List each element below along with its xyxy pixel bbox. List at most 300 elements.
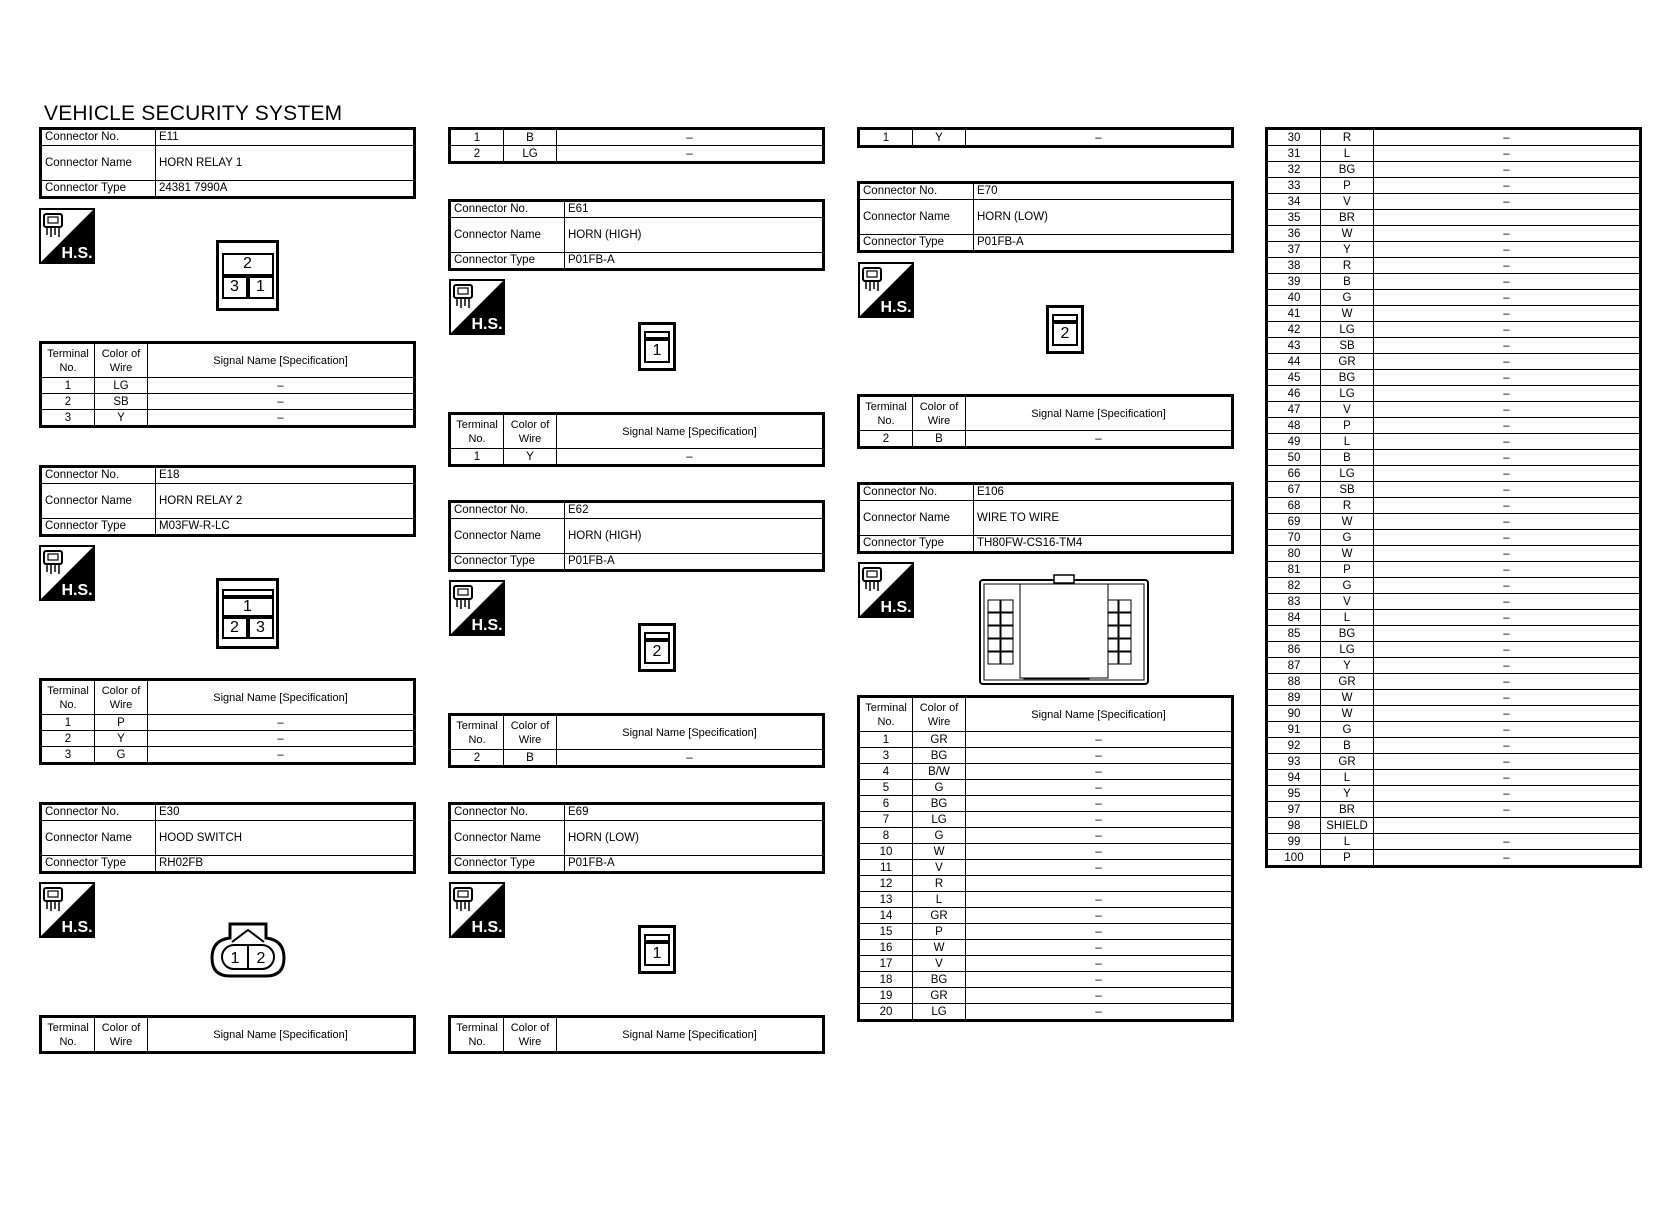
terminal-no: 93 (1267, 754, 1321, 770)
signal-name: – (1374, 450, 1641, 466)
wire-color: G (1321, 530, 1374, 546)
wire-color: Y (95, 731, 148, 747)
terminal-no: 3 (41, 747, 95, 764)
terminal-no: 84 (1267, 610, 1321, 626)
connector-e30-terminals-header (39, 1015, 416, 1054)
connector-e62-face (638, 623, 676, 672)
signal-name: – (1374, 642, 1641, 658)
signal-name: – (1374, 242, 1641, 258)
connector-type-value: P01FB-A (974, 235, 1233, 252)
terminal-table (857, 127, 1234, 148)
wire-color: L (1321, 146, 1374, 162)
terminal-no: 94 (1267, 770, 1321, 786)
connector-no-label: Connector No. (450, 502, 565, 519)
connector-type-value: P01FB-A (565, 253, 824, 270)
wire-color: G (913, 780, 966, 796)
signal-name: – (1374, 146, 1641, 162)
connector-no-label: Connector No. (859, 183, 974, 200)
terminal-no: 69 (1267, 514, 1321, 530)
wire-color: R (913, 876, 966, 892)
terminal-no: 1 (450, 129, 504, 146)
signal-name: – (1374, 226, 1641, 242)
connector-name-value: HORN (LOW) (974, 200, 1233, 235)
terminal-row (1267, 770, 1641, 786)
signal-name: – (1374, 482, 1641, 498)
connector-e61-face (638, 322, 676, 371)
terminal-no: 30 (1267, 129, 1321, 146)
connector-name-label: Connector Name (41, 821, 156, 856)
wire-color: LG (1321, 322, 1374, 338)
connector-name-label: Connector Name (450, 519, 565, 554)
signal-name-header: Signal Name [Specification] (966, 697, 1233, 732)
connector-name-label: Connector Name (450, 821, 565, 856)
pin-cell: 3 (222, 276, 248, 299)
connector-no-label: Connector No. (859, 484, 974, 501)
terminal-table (1265, 127, 1642, 868)
connector-name-value: HORN (HIGH) (565, 218, 824, 253)
connector-type-label: Connector Type (859, 536, 974, 553)
terminal-row (1267, 818, 1641, 834)
hs-label: H.S. (471, 919, 503, 936)
wire-color: LG (1321, 386, 1374, 402)
connector-type-label: Connector Type (450, 253, 565, 270)
terminal-no-header: Terminal No. (859, 697, 913, 732)
wire-color: P (95, 715, 148, 731)
connector-info-table (448, 199, 825, 271)
terminal-no: 2 (450, 750, 504, 767)
terminal-no: 68 (1267, 498, 1321, 514)
terminal-no: 36 (1267, 226, 1321, 242)
connector-e106-face (978, 574, 1150, 686)
signal-name: – (148, 715, 415, 731)
terminal-no: 45 (1267, 370, 1321, 386)
signal-name: – (966, 129, 1233, 147)
pin-label: 1 (230, 950, 240, 967)
terminal-no: 97 (1267, 802, 1321, 818)
signal-name: – (966, 1004, 1233, 1021)
wire-color: GR (913, 908, 966, 924)
terminal-row (1267, 850, 1641, 867)
wire-color: P (1321, 178, 1374, 194)
signal-name: – (1374, 178, 1641, 194)
harness-side-icon (39, 882, 95, 938)
hs-label: H.S. (880, 599, 912, 616)
connector-e70-info (857, 181, 1234, 253)
terminal-no: 13 (859, 892, 913, 908)
terminal-no: 1 (859, 129, 913, 147)
signal-name: – (966, 860, 1233, 876)
signal-name: – (966, 748, 1233, 764)
terminal-no: 11 (859, 860, 913, 876)
signal-name-header: Signal Name [Specification] (557, 715, 824, 750)
terminal-no: 81 (1267, 562, 1321, 578)
page-title: VEHICLE SECURITY SYSTEM (44, 102, 343, 125)
terminal-row (1267, 290, 1641, 306)
wire-color: LG (95, 378, 148, 394)
terminal-row (859, 988, 1233, 1004)
wire-color: W (1321, 690, 1374, 706)
wire-color: B (504, 129, 557, 146)
terminal-no: 90 (1267, 706, 1321, 722)
wire-color: B (1321, 738, 1374, 754)
signal-name-header: Signal Name [Specification] (148, 680, 415, 715)
signal-name: – (966, 908, 1233, 924)
signal-name: – (148, 410, 415, 427)
terminal-no: 35 (1267, 210, 1321, 226)
signal-name: – (1374, 786, 1641, 802)
signal-name: – (1374, 770, 1641, 786)
terminal-no: 95 (1267, 786, 1321, 802)
connector-no-label: Connector No. (450, 201, 565, 218)
terminal-row (1267, 226, 1641, 242)
terminal-row (1267, 674, 1641, 690)
terminal-no: 87 (1267, 658, 1321, 674)
connector-no-label: Connector No. (41, 129, 156, 146)
signal-name: – (1374, 530, 1641, 546)
terminal-no: 44 (1267, 354, 1321, 370)
wire-color: R (1321, 258, 1374, 274)
connector-e30-info (39, 802, 416, 874)
signal-name-header: Signal Name [Specification] (557, 414, 824, 449)
signal-name: – (1374, 754, 1641, 770)
wire-color: GR (1321, 354, 1374, 370)
terminal-no: 34 (1267, 194, 1321, 210)
terminal-row (1267, 610, 1641, 626)
terminal-no: 33 (1267, 178, 1321, 194)
signal-name: – (966, 764, 1233, 780)
terminal-no: 19 (859, 988, 913, 1004)
connector-name-value: WIRE TO WIRE (974, 501, 1233, 536)
terminal-no: 66 (1267, 466, 1321, 482)
signal-name: – (966, 844, 1233, 860)
terminal-row (1267, 370, 1641, 386)
terminal-row (1267, 466, 1641, 482)
signal-name: – (966, 796, 1233, 812)
terminal-table (448, 1015, 825, 1054)
terminal-row (1267, 146, 1641, 162)
terminal-row (1267, 338, 1641, 354)
wire-color: Y (1321, 658, 1374, 674)
terminal-row (1267, 802, 1641, 818)
wire-color: SB (1321, 482, 1374, 498)
connector-info-table (39, 802, 416, 874)
terminal-row (1267, 546, 1641, 562)
terminal-no: 88 (1267, 674, 1321, 690)
signal-name: – (1374, 562, 1641, 578)
signal-name: – (1374, 129, 1641, 146)
signal-name: – (1374, 626, 1641, 642)
signal-name-header: Signal Name [Specification] (148, 343, 415, 378)
connector-e69-face (638, 925, 676, 974)
wire-color: BG (913, 748, 966, 764)
wire-color: R (1321, 129, 1374, 146)
connector-e30-terminals-continued (448, 127, 825, 164)
terminal-no: 3 (859, 748, 913, 764)
terminal-row (1267, 402, 1641, 418)
terminal-no: 70 (1267, 530, 1321, 546)
terminal-no: 3 (41, 410, 95, 427)
signal-name: – (1374, 322, 1641, 338)
wire-color: LG (1321, 466, 1374, 482)
wire-color: GR (913, 988, 966, 1004)
terminal-no: 15 (859, 924, 913, 940)
wire-color: W (1321, 546, 1374, 562)
signal-name: – (1374, 274, 1641, 290)
terminal-table (39, 1015, 416, 1054)
terminal-row (1267, 834, 1641, 850)
connector-e62-terminals (448, 713, 825, 768)
signal-name: – (966, 924, 1233, 940)
signal-name: – (148, 731, 415, 747)
signal-name: – (966, 812, 1233, 828)
signal-name: – (1374, 290, 1641, 306)
terminal-table (857, 394, 1234, 449)
hs-label: H.S. (471, 617, 503, 634)
signal-name-header: Signal Name [Specification] (557, 1017, 824, 1053)
wire-color: G (95, 747, 148, 764)
terminal-row (1267, 418, 1641, 434)
connector-info-table (857, 181, 1234, 253)
terminal-row (1267, 754, 1641, 770)
connector-e69-terminals-header (448, 1015, 825, 1054)
connector-e106-terminals (857, 695, 1234, 1022)
terminal-row (450, 449, 824, 466)
terminal-row (1267, 626, 1641, 642)
wire-color-header: Color of Wire (95, 680, 148, 715)
wire-color: L (1321, 610, 1374, 626)
wire-color: G (1321, 578, 1374, 594)
terminal-no-header: Terminal No. (41, 1017, 95, 1053)
terminal-no: 7 (859, 812, 913, 828)
signal-name: – (1374, 658, 1641, 674)
signal-name: – (1374, 162, 1641, 178)
connector-info-table (448, 802, 825, 874)
signal-name: – (966, 732, 1233, 748)
terminal-row (1267, 386, 1641, 402)
terminal-row (41, 731, 415, 747)
terminal-row (859, 956, 1233, 972)
terminal-no: 39 (1267, 274, 1321, 290)
signal-name: – (966, 988, 1233, 1004)
terminal-no: 12 (859, 876, 913, 892)
pin-label: 2 (256, 950, 266, 967)
connector-name-label: Connector Name (41, 484, 156, 519)
terminal-row (1267, 450, 1641, 466)
terminal-row (859, 844, 1233, 860)
harness-side-icon (449, 279, 505, 335)
connector-info-table (39, 465, 416, 537)
connector-e62-info (448, 500, 825, 572)
signal-name: – (966, 956, 1233, 972)
connector-no-value: E62 (565, 502, 824, 519)
pin-cell: 2 (222, 617, 248, 639)
connector-no-label: Connector No. (41, 467, 156, 484)
wire-color: V (913, 860, 966, 876)
wire-color: P (913, 924, 966, 940)
signal-name: – (1374, 834, 1641, 850)
terminal-row (1267, 210, 1641, 226)
signal-name: – (1374, 514, 1641, 530)
wire-color: LG (1321, 642, 1374, 658)
terminal-no: 91 (1267, 722, 1321, 738)
signal-name: – (1374, 738, 1641, 754)
connector-name-value: HORN RELAY 1 (156, 146, 415, 181)
terminal-no: 92 (1267, 738, 1321, 754)
wire-color: V (913, 956, 966, 972)
terminal-row (1267, 738, 1641, 754)
wire-color: P (1321, 418, 1374, 434)
terminal-no: 67 (1267, 482, 1321, 498)
terminal-row (859, 860, 1233, 876)
terminal-no: 42 (1267, 322, 1321, 338)
terminal-no: 89 (1267, 690, 1321, 706)
hs-label: H.S. (61, 919, 93, 936)
terminal-row (1267, 242, 1641, 258)
connector-type-value: TH80FW-CS16-TM4 (974, 536, 1233, 553)
signal-name-header: Signal Name [Specification] (148, 1017, 415, 1053)
pin-cell: 1 (248, 276, 274, 299)
terminal-row (1267, 178, 1641, 194)
terminal-row (859, 796, 1233, 812)
connector-type-label: Connector Type (41, 519, 156, 536)
connector-info-table (857, 482, 1234, 554)
terminal-no: 4 (859, 764, 913, 780)
harness-side-icon (39, 545, 95, 601)
connector-name-label: Connector Name (41, 146, 156, 181)
terminal-row (1267, 258, 1641, 274)
terminal-row (450, 750, 824, 767)
terminal-row (41, 394, 415, 410)
connector-no-value: E106 (974, 484, 1233, 501)
wire-color: BR (1321, 802, 1374, 818)
signal-name: – (1374, 434, 1641, 450)
terminal-no: 50 (1267, 450, 1321, 466)
terminal-no-header: Terminal No. (450, 414, 504, 449)
wire-color: L (1321, 770, 1374, 786)
connector-name-value: HOOD SWITCH (156, 821, 415, 856)
signal-name (966, 876, 1233, 892)
connector-e69-info (448, 802, 825, 874)
terminal-row (1267, 514, 1641, 530)
wire-color: B (504, 750, 557, 767)
terminal-no: 37 (1267, 242, 1321, 258)
signal-name: – (148, 394, 415, 410)
connector-e61-terminals (448, 412, 825, 467)
wire-color-header: Color of Wire (504, 715, 557, 750)
terminal-table (39, 678, 416, 765)
hs-label: H.S. (880, 299, 912, 316)
signal-name: – (966, 940, 1233, 956)
terminal-table (448, 127, 825, 164)
terminal-row (859, 972, 1233, 988)
signal-name: – (1374, 386, 1641, 402)
terminal-no: 99 (1267, 834, 1321, 850)
connector-no-value: E61 (565, 201, 824, 218)
harness-side-icon (449, 580, 505, 636)
terminal-row (859, 129, 1233, 147)
terminal-no: 10 (859, 844, 913, 860)
terminal-row (1267, 642, 1641, 658)
signal-name: – (557, 449, 824, 466)
terminal-row (450, 146, 824, 163)
signal-name: – (1374, 610, 1641, 626)
wire-color: BG (1321, 162, 1374, 178)
pin-cell: 2 (1052, 322, 1078, 346)
signal-name: – (1374, 690, 1641, 706)
connector-no-value: E69 (565, 804, 824, 821)
signal-name: – (966, 431, 1233, 448)
wire-color: W (1321, 306, 1374, 322)
wire-color: W (913, 940, 966, 956)
signal-name (1374, 818, 1641, 834)
terminal-row (859, 732, 1233, 748)
wire-color: W (1321, 514, 1374, 530)
terminal-no: 82 (1267, 578, 1321, 594)
connector-e106-terminals-continued (1265, 127, 1642, 868)
hs-label: H.S. (61, 245, 93, 262)
wire-color: Y (1321, 242, 1374, 258)
terminal-row (1267, 578, 1641, 594)
terminal-row (1267, 562, 1641, 578)
wire-color: R (1321, 498, 1374, 514)
terminal-no: 85 (1267, 626, 1321, 642)
terminal-no: 41 (1267, 306, 1321, 322)
terminal-row (1267, 434, 1641, 450)
signal-name: – (1374, 338, 1641, 354)
connector-type-value: M03FW-R-LC (156, 519, 415, 536)
pin-cell: 2 (644, 640, 670, 664)
terminal-no: 1 (41, 378, 95, 394)
wire-color: GR (913, 732, 966, 748)
connector-e18-terminals (39, 678, 416, 765)
terminal-no: 38 (1267, 258, 1321, 274)
connector-e70-terminals (857, 394, 1234, 449)
wire-color: W (913, 844, 966, 860)
signal-name-header: Signal Name [Specification] (966, 396, 1233, 431)
harness-side-icon (858, 562, 914, 618)
pin-cell: 1 (644, 339, 670, 363)
terminal-no: 2 (859, 431, 913, 448)
terminal-row (859, 876, 1233, 892)
connector-e18-info (39, 465, 416, 537)
signal-name: – (1374, 402, 1641, 418)
wire-color: BG (913, 796, 966, 812)
wire-color: Y (504, 449, 557, 466)
connector-no-label: Connector No. (41, 804, 156, 821)
hs-label: H.S. (61, 582, 93, 599)
terminal-row (1267, 306, 1641, 322)
terminal-no: 17 (859, 956, 913, 972)
terminal-row (1267, 530, 1641, 546)
terminal-no: 31 (1267, 146, 1321, 162)
signal-name: – (1374, 722, 1641, 738)
terminal-no: 5 (859, 780, 913, 796)
terminal-row (1267, 690, 1641, 706)
terminal-row (1267, 354, 1641, 370)
terminal-row (859, 924, 1233, 940)
terminal-row (859, 812, 1233, 828)
wire-color: G (1321, 290, 1374, 306)
connector-info-table (448, 500, 825, 572)
terminal-no-header: Terminal No. (450, 715, 504, 750)
connector-no-value: E70 (974, 183, 1233, 200)
terminal-no: 47 (1267, 402, 1321, 418)
wire-color: V (1321, 594, 1374, 610)
wire-color-header: Color of Wire (95, 1017, 148, 1053)
signal-name: – (1374, 498, 1641, 514)
signal-name: – (1374, 674, 1641, 690)
signal-name: – (1374, 354, 1641, 370)
